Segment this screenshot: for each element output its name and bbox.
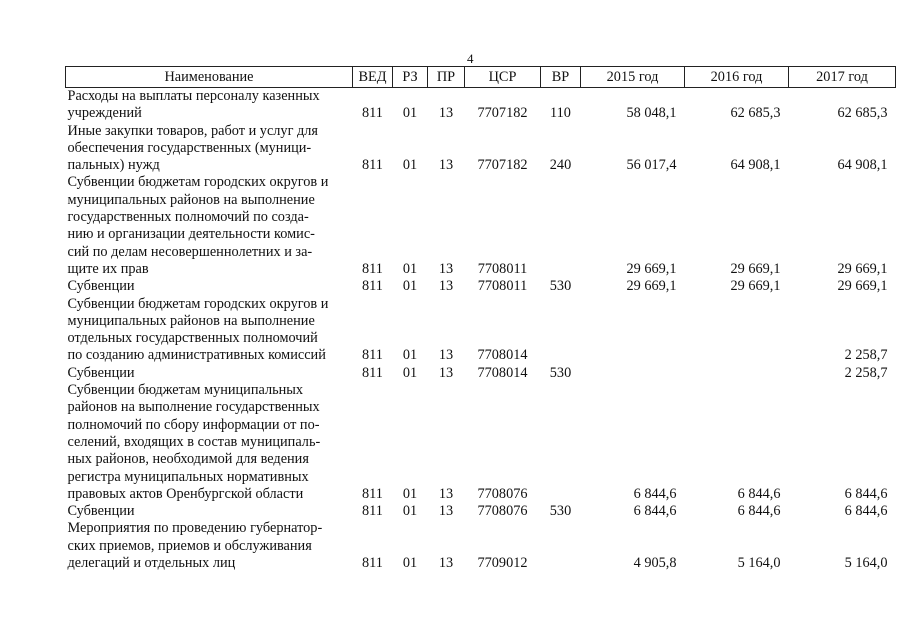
name-line: Субвенции бюджетам городских округов и [67,174,329,191]
name-line: правовых актов Оренбургской области [67,485,304,502]
name-line: районов на выполнение государственных [67,399,320,416]
cell-vr: 530 [549,364,572,381]
cell-ved: 811 [362,260,383,277]
cell-pr: 13 [438,503,454,520]
cell-vr [541,296,581,365]
cell-name [66,278,353,295]
header-rz: РЗ [393,67,428,88]
cell-csr: 7708011 [477,278,528,295]
cell-pr: 13 [438,347,454,364]
header-pr: ПР [428,67,465,88]
name-line: Расходы на выплаты персоналу казенных [67,88,320,104]
name-line: Субвенции [67,364,135,381]
cell-ved: 811 [362,278,383,295]
cell-rz: 01 [402,278,418,295]
cell-vr: 110 [550,105,571,122]
name-line: ных районов, необходимой для ведения [67,451,309,468]
cell-2017: 2 258,7 [844,347,888,364]
header-csr: ЦСР [465,67,541,88]
cell-ved: 811 [362,555,383,572]
cell-pr: 13 [438,555,454,572]
cell-2017: 5 164,0 [844,555,888,572]
cell-csr: 7708076 [477,503,528,520]
cell-2016 [685,296,789,365]
cell-2017: 6 844,6 [844,485,888,502]
cell-2017: 6 844,6 [844,503,888,520]
name-line: делегаций и отдельных лиц [67,555,236,572]
cell-2015 [581,365,685,382]
name-line: Иные закупки товаров, работ и услуг для [67,122,318,139]
cell-2015: 56 017,4 [626,157,677,174]
cell-ved: 811 [362,347,383,364]
cell-vr [541,174,581,278]
cell-rz: 01 [402,260,418,277]
table-header-row [66,67,896,88]
name-line: обеспечения государственных (муници- [67,139,312,156]
name-line: регистра муниципальных нормативных [67,468,309,485]
cell-2017: 62 685,3 [837,105,888,122]
header-vr: ВР [541,67,581,88]
table-row [66,278,896,295]
cell-rz: 01 [402,364,418,381]
name-line: муниципальных районов на выполнение [67,191,315,208]
table-row [66,520,896,572]
cell-vr: 530 [549,278,572,295]
name-line: Субвенции [67,278,135,295]
name-line: государственных полномочий по созда- [67,209,309,226]
cell-name [66,382,353,503]
name-line: учреждений [67,105,142,122]
cell-vr [541,520,581,572]
cell-pr: 13 [438,278,454,295]
cell-pr: 13 [438,105,454,122]
cell-name [66,365,353,382]
cell-2015: 29 669,1 [626,278,677,295]
header-2015: 2015 год [581,67,685,88]
cell-2015: 29 669,1 [626,260,677,277]
cell-vr: 240 [549,157,572,174]
cell-2016: 64 908,1 [730,157,781,174]
cell-name [66,174,353,278]
name-line: пальных) нужд [67,157,160,174]
name-line: по созданию административных комиссий [67,347,326,364]
cell-name [66,88,353,123]
cell-2017: 29 669,1 [837,260,888,277]
cell-csr: 7707182 [477,157,528,174]
name-line: полномочий по сбору информации от по- [67,416,320,433]
name-line: Субвенции бюджетам городских округов и [67,295,329,312]
table-row [66,123,896,175]
cell-2016: 29 669,1 [730,278,781,295]
name-line: щите их прав [67,260,149,277]
cell-ved: 811 [362,503,383,520]
name-line: нию и организации деятельности комис- [67,226,315,243]
cell-rz: 01 [402,485,418,502]
cell-rz: 01 [402,347,418,364]
table-row [66,503,896,520]
cell-ved: 811 [362,485,383,502]
cell-2016: 6 844,6 [737,485,781,502]
cell-csr: 7708011 [477,260,528,277]
cell-rz: 01 [402,157,418,174]
cell-2016: 29 669,1 [730,260,781,277]
cell-2015 [581,296,685,365]
cell-2015: 6 844,6 [633,485,677,502]
cell-rz: 01 [402,503,418,520]
table-row [66,382,896,503]
budget-table [65,66,896,572]
name-line: ских приемов, приемов и обслуживания [67,537,312,554]
header-name: Наименование [66,67,353,88]
cell-csr: 7708076 [477,485,528,502]
cell-rz: 01 [402,555,418,572]
cell-ved: 811 [362,157,383,174]
cell-name [66,123,353,175]
name-line: Субвенции бюджетам муниципальных [67,382,304,399]
name-line: селений, входящих в состав муниципаль- [67,433,321,450]
cell-vr: 530 [549,503,572,520]
name-line: муниципальных районов на выполнение [67,312,315,329]
cell-2016 [685,365,789,382]
cell-pr: 13 [438,485,454,502]
name-line: сий по делам несовершеннолетних и за- [67,243,313,260]
cell-csr: 7707182 [477,105,528,122]
name-line: Мероприятия по проведению губернатор- [67,520,323,537]
cell-name [66,520,353,572]
cell-ved: 811 [362,364,383,381]
header-2016: 2016 год [685,67,789,88]
cell-2017: 2 258,7 [844,364,888,381]
table-row [66,174,896,278]
cell-vr [541,382,581,503]
header-2017: 2017 год [789,67,896,88]
name-line: отдельных государственных полномочий [67,330,318,347]
cell-2017: 64 908,1 [837,157,888,174]
cell-pr: 13 [438,364,454,381]
header-ved: ВЕД [353,67,393,88]
cell-csr: 7708014 [477,347,528,364]
cell-name [66,296,353,365]
table-row [66,365,896,382]
cell-csr: 7708014 [477,364,528,381]
cell-2016: 5 164,0 [737,555,781,572]
cell-ved: 811 [362,105,383,122]
name-line: Субвенции [67,503,135,520]
cell-2016: 62 685,3 [730,105,781,122]
cell-2016: 6 844,6 [737,503,781,520]
cell-name [66,503,353,520]
table-row [66,88,896,123]
cell-rz: 01 [402,105,418,122]
cell-2017: 29 669,1 [837,278,888,295]
cell-2015: 58 048,1 [626,105,677,122]
table-row [66,296,896,365]
cell-2015: 6 844,6 [633,503,677,520]
cell-pr: 13 [438,260,454,277]
page-number: 4 [467,51,474,66]
cell-2015: 4 905,8 [633,555,677,572]
cell-pr: 13 [438,157,454,174]
cell-csr: 7709012 [477,555,528,572]
